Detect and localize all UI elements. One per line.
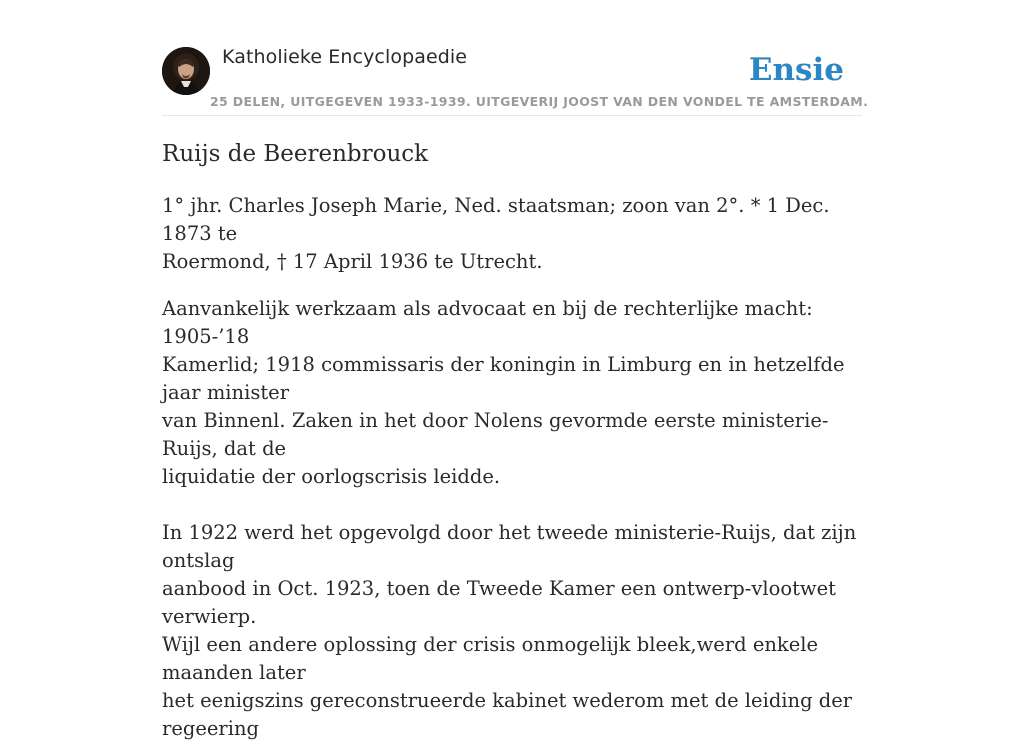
source-subtitle: 25 DELEN, UITGEGEVEN 1933-1939. UITGEVERIJ JOOST VAN DEN VONDEL TE AMSTERDAM. bbox=[210, 94, 869, 109]
portrait-icon[interactable] bbox=[162, 47, 210, 95]
source-header bbox=[162, 46, 869, 116]
article-paragraph: 1° jhr. Charles Joseph Marie, Ned. staatsman; zoon van 2°. * 1 Dec. 1873 te Roermond, † 17 April 1936 te Utrecht. bbox=[162, 194, 830, 273]
article-title: Ruijs de Beerenbrouck bbox=[162, 141, 429, 167]
article-paragraph: In 1922 werd het opgevolgd door het tweede ministerie-Ruijs, dat zijn ontslag aanbood in Oct. 1923, toen de Tweede Kamer een ontwerp-vlootwet verwierp. Wijl een andere oplossing der crisis onmogelijk bleek,werd enkele maanden later het eenigszins gereconstrueerde kabinet wederom met de leiding der regeering bbox=[162, 521, 857, 740]
article-body bbox=[162, 138, 862, 743]
header-divider bbox=[162, 115, 862, 116]
brand-logo-link[interactable]: Ensie bbox=[748, 52, 844, 88]
article-paragraph: Aanvankelijk werkzaam als advocaat en bij de rechterlijke macht: 1905-’18 Kamerlid; 1918 commissaris der koningin in Limburg en in hetzelfde jaar minister van Binnenl. Zaken in het door Nolens gevormde eerste ministerie-Ruijs, dat de liquidatie der oorlogscrisis leidde. bbox=[162, 297, 845, 488]
source-title[interactable]: Katholieke Encyclopaedie bbox=[222, 46, 468, 68]
